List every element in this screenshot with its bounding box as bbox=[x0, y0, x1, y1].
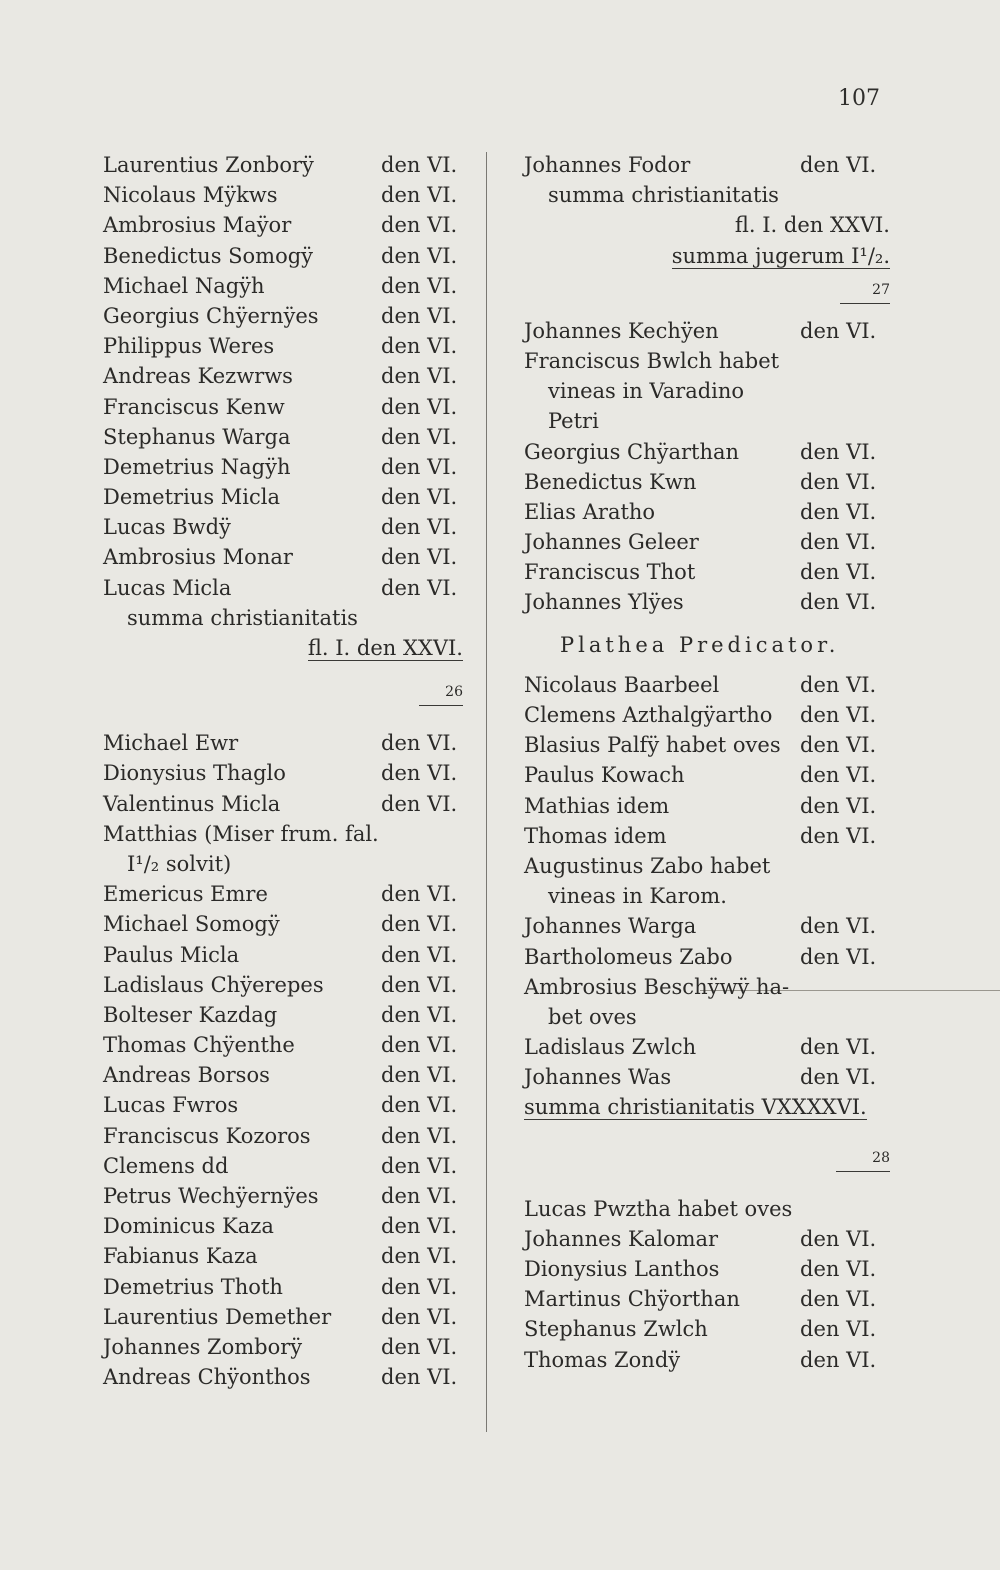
register-entry bbox=[103, 482, 463, 512]
entry-value: den VI. bbox=[381, 1274, 458, 1299]
register-entry bbox=[103, 1211, 463, 1241]
entry-name: Emericus Emre bbox=[103, 882, 268, 907]
register-entry bbox=[103, 1151, 463, 1181]
register-entry bbox=[524, 587, 890, 617]
register-entry bbox=[524, 700, 890, 730]
entry-name: Blasius Palfÿ habet oves bbox=[524, 733, 781, 758]
summa-total: fl. I. den XXVI. bbox=[734, 213, 890, 238]
register-entry bbox=[103, 452, 463, 482]
summa-line: summa christianitatis bbox=[127, 605, 358, 630]
entry-value: den VI. bbox=[381, 731, 458, 756]
note-line: bet oves bbox=[548, 1004, 637, 1029]
note-line: Lucas Pwztha habet oves bbox=[524, 1196, 793, 1221]
right-column bbox=[524, 150, 890, 1375]
entry-name: Clemens dd bbox=[103, 1153, 229, 1178]
entry-value: den VI. bbox=[381, 454, 458, 479]
entry-value: den VI. bbox=[381, 791, 458, 816]
entry-value: den VI. bbox=[800, 823, 877, 848]
register-block bbox=[524, 911, 890, 971]
entry-name: Franciscus Kozoros bbox=[103, 1123, 311, 1148]
entry-value: den VI. bbox=[381, 243, 458, 268]
note-line: vineas in Karom. bbox=[548, 884, 727, 909]
register-entry bbox=[524, 150, 890, 180]
entry-name: Johannes Kalomar bbox=[524, 1226, 719, 1251]
register-entry bbox=[103, 909, 463, 939]
entry-value: den VI. bbox=[381, 545, 458, 570]
register-entry bbox=[524, 1224, 890, 1254]
entry-value: den VI. bbox=[381, 394, 458, 419]
register-entry bbox=[524, 1254, 890, 1284]
section-number bbox=[524, 1145, 890, 1171]
entry-name: Benedictus Kwn bbox=[524, 469, 697, 494]
register-entry bbox=[103, 271, 463, 301]
entry-name: Nicolaus Mÿkws bbox=[103, 183, 278, 208]
entry-value: den VI. bbox=[800, 944, 877, 969]
entry-value: den VI. bbox=[381, 273, 458, 298]
register-entry bbox=[524, 316, 890, 346]
summa-jugerum-text: summa jugerum I¹/₂. bbox=[671, 243, 890, 268]
entry-name: Dionysius Lanthos bbox=[524, 1257, 720, 1281]
summa-total-text: summa christianitatis VXXXXVI. bbox=[524, 1095, 867, 1120]
left-column bbox=[103, 150, 463, 1392]
register-entry bbox=[103, 392, 463, 422]
entry-name: Philippus Weres bbox=[103, 334, 275, 359]
entry-value: den VI. bbox=[800, 1257, 877, 1281]
entry-name: Franciscus Thot bbox=[524, 560, 696, 585]
register-entry bbox=[103, 940, 463, 970]
register-entry bbox=[524, 760, 890, 790]
register-entry bbox=[103, 1241, 463, 1271]
entry-name: Stephanus Warga bbox=[103, 424, 291, 449]
entry-name: Dominicus Kaza bbox=[103, 1214, 274, 1239]
section-number bbox=[103, 679, 463, 705]
entry-value: den VI. bbox=[381, 972, 458, 997]
summa-total-text: fl. I. den XXVI. bbox=[307, 636, 463, 660]
entry-value: den VI. bbox=[381, 213, 458, 238]
entry-value: den VI. bbox=[381, 1184, 458, 1208]
entry-value: den VI. bbox=[381, 515, 458, 540]
register-entry bbox=[103, 361, 463, 391]
entry-value: den VI. bbox=[381, 153, 458, 177]
entry-name: Mathias idem bbox=[524, 793, 670, 818]
column-divider bbox=[486, 152, 487, 1432]
register-entry bbox=[103, 573, 463, 603]
register-entry bbox=[103, 150, 463, 180]
entry-value: den VI. bbox=[800, 1035, 877, 1060]
entry-name: Paulus Micla bbox=[103, 942, 240, 967]
entry-value: den VI. bbox=[800, 153, 877, 177]
entry-value: den VI. bbox=[800, 469, 877, 494]
entry-value: den VI. bbox=[381, 1304, 458, 1329]
register-entry bbox=[103, 970, 463, 1000]
summa-line: summa christianitatis bbox=[548, 183, 779, 208]
register-entry bbox=[103, 542, 463, 572]
entry-name: Ambrosius Maÿor bbox=[103, 213, 292, 238]
summa-total bbox=[103, 633, 463, 663]
entry-value: den VI. bbox=[381, 183, 458, 208]
entry-value: den VI. bbox=[381, 485, 458, 510]
entry-name: Demetrius Thoth bbox=[103, 1274, 283, 1299]
register-block bbox=[103, 150, 463, 603]
register-entry bbox=[524, 497, 890, 527]
note-line: Ambrosius Beschÿwÿ ha- bbox=[524, 974, 790, 999]
entry-name: Paulus Kowach bbox=[524, 763, 685, 788]
street-heading: Plathea Predicator. bbox=[560, 632, 840, 657]
register-entry bbox=[524, 1345, 890, 1375]
register-entry bbox=[524, 1062, 890, 1092]
entry-value: den VI. bbox=[800, 1065, 877, 1090]
entry-value: den VI. bbox=[381, 1244, 458, 1269]
register-entry bbox=[103, 879, 463, 909]
note-line: Franciscus Bwlch habet bbox=[524, 348, 780, 373]
entry-name: Franciscus Kenw bbox=[103, 394, 285, 419]
entry-value: den VI. bbox=[381, 1334, 458, 1359]
entry-name: Johannes Kechÿen bbox=[524, 318, 719, 343]
section-number-text: 27 bbox=[872, 281, 890, 298]
entry-value: den VI. bbox=[381, 1033, 458, 1058]
entry-value: den VI. bbox=[800, 1347, 877, 1372]
register-block bbox=[103, 879, 463, 1392]
entry-name: Ladislaus Zwlch bbox=[524, 1035, 697, 1060]
entry-value: den VI. bbox=[381, 1365, 458, 1390]
entry-value: den VI. bbox=[800, 793, 877, 818]
entry-value: den VI. bbox=[800, 560, 877, 585]
entry-name: Thomas Zondÿ bbox=[524, 1347, 681, 1372]
entry-value: den VI. bbox=[381, 1153, 458, 1178]
entry-value: den VI. bbox=[800, 1226, 877, 1251]
entry-name: Demetrius Nagÿh bbox=[103, 454, 291, 479]
entry-value: den VI. bbox=[381, 1002, 458, 1027]
register-entry bbox=[524, 557, 890, 587]
entry-name: Georgius Chÿarthan bbox=[524, 439, 740, 464]
entry-name: Benedictus Somogÿ bbox=[103, 243, 314, 268]
entry-name: Johannes Warga bbox=[524, 914, 697, 939]
register-entry bbox=[103, 241, 463, 271]
entry-name: Ladislaus Chÿerepes bbox=[103, 972, 324, 997]
entry-value: den VI. bbox=[381, 882, 458, 907]
register-entry bbox=[103, 789, 463, 819]
register-entry bbox=[103, 1121, 463, 1151]
entry-value: den VI. bbox=[800, 530, 877, 555]
entry-name: Johannes Ylÿes bbox=[524, 590, 684, 615]
register-entry bbox=[524, 437, 890, 467]
register-block bbox=[524, 1032, 890, 1092]
entry-name: Valentinus Micla bbox=[103, 791, 281, 816]
section-number bbox=[524, 277, 890, 303]
note-line: I¹/₂ solvit) bbox=[127, 851, 232, 876]
entry-name: Clemens Azthalgÿartho bbox=[524, 703, 773, 727]
entry-value: den VI. bbox=[800, 914, 877, 939]
entry-name: Andreas Kezwrws bbox=[103, 364, 293, 389]
register-block bbox=[103, 728, 463, 819]
entry-value: den VI. bbox=[381, 1214, 458, 1239]
register-entry bbox=[103, 1272, 463, 1302]
entry-name: Andreas Borsos bbox=[103, 1063, 270, 1088]
entry-name: Johannes Zomborÿ bbox=[103, 1334, 303, 1359]
entry-name: Stephanus Zwlch bbox=[524, 1317, 708, 1342]
register-entry bbox=[524, 670, 890, 700]
note-line: Augustinus Zabo habet bbox=[524, 853, 771, 878]
entry-name: Lucas Bwdÿ bbox=[103, 515, 231, 540]
entry-value: den VI. bbox=[381, 942, 458, 967]
entry-name: Laurentius Zonborÿ bbox=[103, 153, 314, 177]
entry-name: Dionysius Thaglo bbox=[103, 761, 286, 786]
register-entry bbox=[524, 791, 890, 821]
entry-value: den VI. bbox=[381, 575, 458, 600]
entry-name: Bolteser Kazdag bbox=[103, 1002, 278, 1027]
register-entry bbox=[103, 1332, 463, 1362]
section-number-text: 28 bbox=[872, 1149, 890, 1166]
register-entry bbox=[103, 1181, 463, 1211]
entry-value: den VI. bbox=[381, 1063, 458, 1088]
entry-name: Laurentius Demether bbox=[103, 1304, 332, 1329]
entry-value: den VI. bbox=[381, 424, 458, 449]
entry-name: Nicolaus Baarbeel bbox=[524, 672, 720, 697]
entry-name: Michael Somogÿ bbox=[103, 912, 280, 937]
entry-value: den VI. bbox=[800, 439, 877, 464]
entry-name: Thomas idem bbox=[524, 823, 667, 848]
page-number: 107 bbox=[838, 86, 880, 111]
register-entry bbox=[103, 512, 463, 542]
summa-total bbox=[524, 1092, 890, 1122]
register-entry bbox=[524, 1314, 890, 1344]
register-entry bbox=[103, 1000, 463, 1030]
register-block bbox=[524, 437, 890, 618]
register-entry bbox=[103, 1090, 463, 1120]
entry-name: Elias Aratho bbox=[524, 499, 656, 524]
register-entry bbox=[524, 1032, 890, 1062]
entry-name: Andreas Chÿonthos bbox=[103, 1365, 311, 1390]
register-block bbox=[524, 1224, 890, 1375]
register-entry bbox=[103, 331, 463, 361]
entry-name: Ambrosius Monar bbox=[103, 545, 293, 570]
entry-value: den VI. bbox=[381, 334, 458, 359]
entry-value: den VI. bbox=[800, 1287, 877, 1312]
entry-name: Thomas Chÿenthe bbox=[103, 1033, 295, 1058]
register-entry bbox=[103, 758, 463, 788]
entry-value: den VI. bbox=[800, 590, 877, 615]
entry-value: den VI. bbox=[800, 703, 877, 727]
register-entry bbox=[103, 210, 463, 240]
entry-name: Johannes Was bbox=[524, 1065, 672, 1090]
entry-value: den VI. bbox=[800, 318, 877, 343]
register-entry bbox=[103, 301, 463, 331]
entry-name: Lucas Fwros bbox=[103, 1093, 239, 1118]
register-entry bbox=[524, 527, 890, 557]
register-entry bbox=[524, 821, 890, 851]
entry-value: den VI. bbox=[800, 499, 877, 524]
entry-name: Martinus Chÿorthan bbox=[524, 1287, 740, 1312]
note-line: vineas in Varadino bbox=[548, 379, 745, 404]
entry-name: Michael Ewr bbox=[103, 731, 239, 756]
entry-value: den VI. bbox=[800, 733, 877, 758]
note-line: Matthias (Miser frum. fal. bbox=[103, 821, 379, 846]
entry-name: Lucas Micla bbox=[103, 575, 232, 600]
register-entry bbox=[103, 1302, 463, 1332]
entry-value: den VI. bbox=[381, 1123, 458, 1148]
register-entry bbox=[524, 730, 890, 760]
entry-value: den VI. bbox=[381, 761, 458, 786]
register-entry bbox=[524, 1284, 890, 1314]
summa-jugerum bbox=[524, 241, 890, 271]
entry-name: Fabianus Kaza bbox=[103, 1244, 258, 1269]
register-entry bbox=[103, 180, 463, 210]
entry-name: Johannes Fodor bbox=[524, 153, 691, 177]
entry-value: den VI. bbox=[800, 672, 877, 697]
entry-value: den VI. bbox=[381, 1093, 458, 1118]
register-entry bbox=[103, 728, 463, 758]
register-entry bbox=[524, 467, 890, 497]
register-entry bbox=[524, 942, 890, 972]
register-entry bbox=[103, 1060, 463, 1090]
entry-name: Georgius Chÿernÿes bbox=[103, 303, 319, 328]
entry-name: Petrus Wechÿernÿes bbox=[103, 1184, 319, 1208]
entry-name: Bartholomeus Zabo bbox=[524, 944, 733, 969]
section-number-text: 26 bbox=[445, 684, 463, 701]
entry-value: den VI. bbox=[381, 912, 458, 937]
entry-value: den VI. bbox=[381, 364, 458, 389]
register-entry bbox=[103, 1362, 463, 1392]
entry-name: Johannes Geleer bbox=[524, 530, 699, 555]
register-entry bbox=[103, 1030, 463, 1060]
entry-value: den VI. bbox=[800, 763, 877, 788]
entry-name: Michael Nagÿh bbox=[103, 273, 265, 298]
register-block bbox=[524, 670, 890, 851]
entry-value: den VI. bbox=[381, 303, 458, 328]
register-entry bbox=[524, 911, 890, 941]
note-line: Petri bbox=[548, 409, 599, 434]
register-entry bbox=[103, 422, 463, 452]
entry-value: den VI. bbox=[800, 1317, 877, 1342]
entry-name: Demetrius Micla bbox=[103, 485, 280, 510]
